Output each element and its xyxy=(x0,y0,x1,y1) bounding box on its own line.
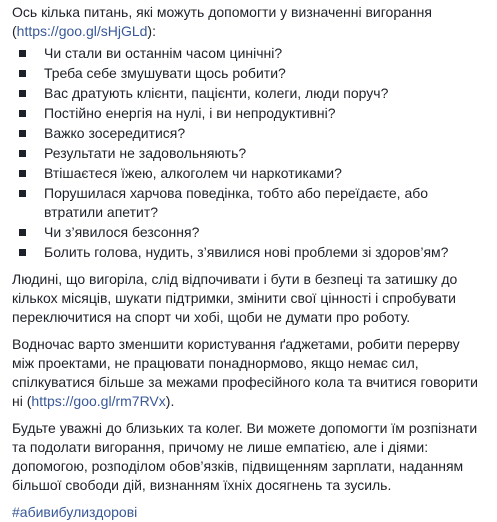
square-bullet-icon xyxy=(19,229,26,236)
square-bullet-icon xyxy=(19,249,26,256)
list-item: Треба себе змушувати щось робити? xyxy=(19,64,485,83)
square-bullet-icon xyxy=(19,150,26,157)
paragraph-gadgets xyxy=(12,335,485,411)
hashtag-text[interactable]: #абивибулиздорові xyxy=(12,504,138,520)
square-bullet-icon xyxy=(19,70,26,77)
square-bullet-icon xyxy=(19,90,26,97)
intro-close: ): xyxy=(147,23,156,39)
gadgets-link[interactable]: https://goo.gl/rm7RVx xyxy=(31,393,166,409)
square-bullet-icon xyxy=(19,110,26,117)
list-item: Втішаєтеся їжею, алкоголем чи наркотиками? xyxy=(19,164,485,183)
hashtag-link[interactable] xyxy=(12,503,485,522)
intro-text: Ось кілька питань, які можуть допомогти у визначенні вигорання ( xyxy=(12,4,432,39)
square-bullet-icon xyxy=(19,50,26,57)
list-item: Вас дратують клієнти, пацієнти, колеги, люди поруч? xyxy=(19,84,485,103)
square-bullet-icon xyxy=(19,130,26,137)
paragraph-gadgets-text: Водночас варто зменшити користування ґаджетами, робити перерву між проектами, не працювати понаднормово, якщо немає сил, спілкуватися більше за межами професійного кола та вчитися говорити ні ( xyxy=(12,336,478,409)
list-item: Порушилася харчова поведінка, тобто або переїдаєте, або втратили апетит? xyxy=(19,184,485,222)
list-item: Чи стали ви останнім часом цинічні? xyxy=(19,44,485,63)
list-item: Болить голова, нудить, з’явилися нові проблеми зі здоров’ям? xyxy=(19,243,485,262)
square-bullet-icon xyxy=(19,170,26,177)
paragraph-support: Будьте уважні до близьких та колег. Ви можете допомогти їм розпізнати та подолати вигорання, причому не лише емпатією, але і діями: допомогою, розподілом обов’язків, підвищенням зарплати, наданням більшої свободи дій, визнанням їхніх досягнень та зусиль. xyxy=(12,420,478,493)
list-item: Важко зосередитися? xyxy=(19,124,485,143)
paragraph-rest: Людині, що вигоріла, слід відпочивати і бути в безпеці та затишку до кількох місяців, шукати підтримки, змінити свої цінності і спробувати переключитися на спорт чи хобі, щоби не думати про роботу. xyxy=(12,271,458,325)
intro-paragraph xyxy=(12,3,485,41)
intro-link[interactable]: https://goo.gl/sHjGLd xyxy=(16,23,148,39)
questions-list xyxy=(12,44,485,262)
paragraph-gadgets-close: ). xyxy=(165,393,175,409)
square-bullet-icon xyxy=(19,190,26,197)
list-item: Чи з’явилося безсоння? xyxy=(19,223,485,242)
list-item: Результати не задовольняють? xyxy=(19,144,485,163)
list-item: Постійно енергія на нулі, і ви непродуктивні? xyxy=(19,104,485,123)
